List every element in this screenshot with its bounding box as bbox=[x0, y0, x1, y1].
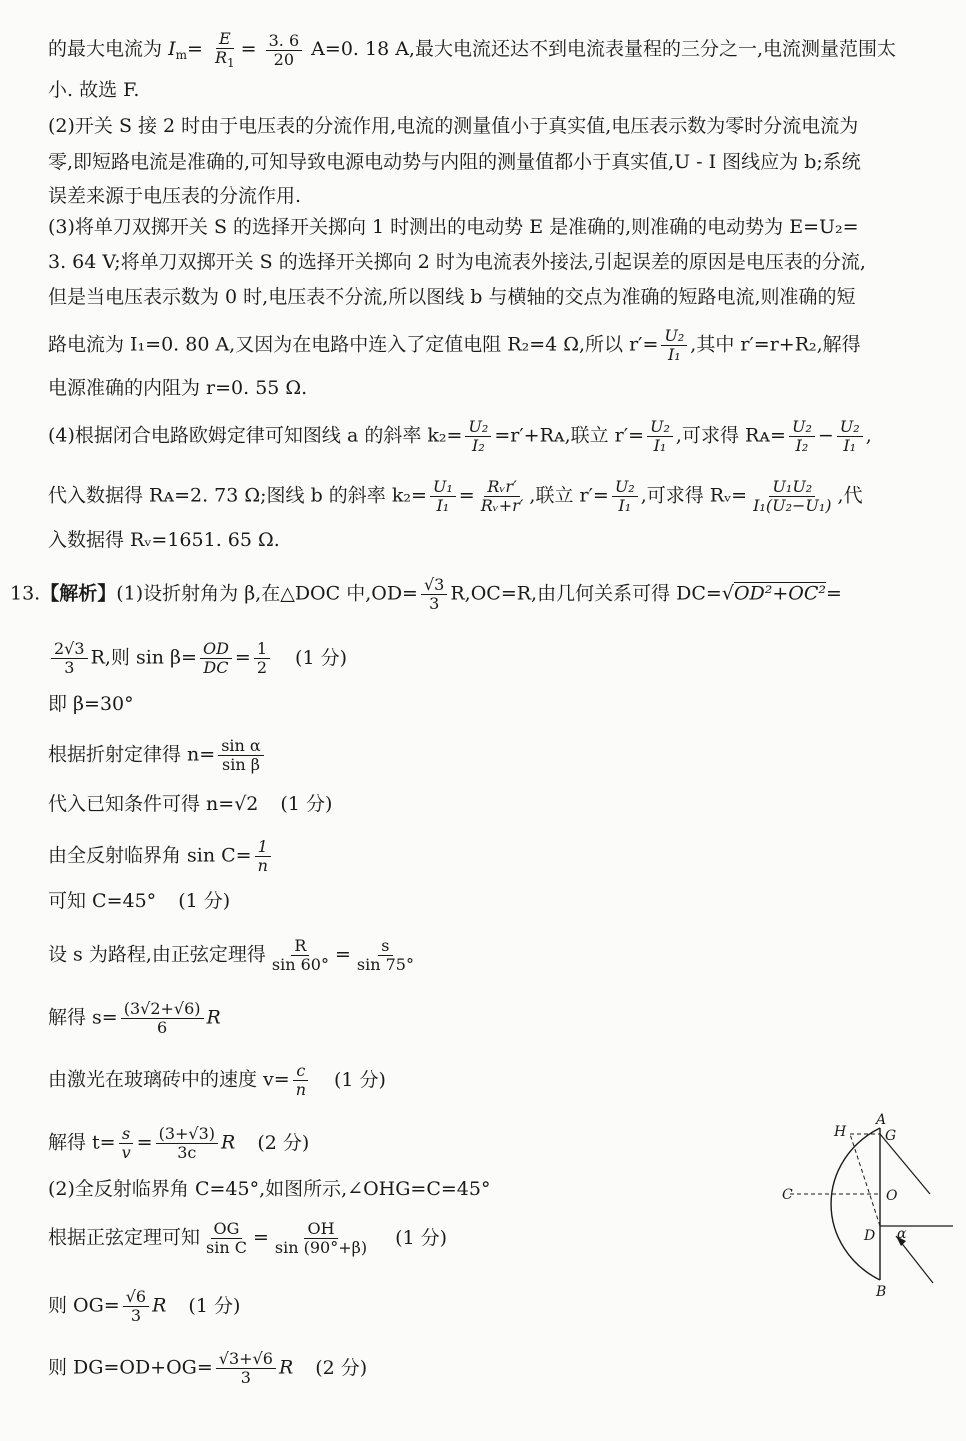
text-line: 的最大电流为 $I_m=$ $\frac{E}{R_1}$ = $\frac{3. 6}{20}$ A=0. 18 A,最大电流还达不到电流表量程的三分之一,电流测量范围太 bbox=[48, 29, 896, 70]
label-o: O bbox=[886, 1188, 898, 1204]
text-line: 但是当电压表示数为 0 时,电压表不分流,所以图线 b 与横轴的交点为准确的短路电流,则准确的短 bbox=[48, 286, 856, 308]
text-line: 由全反射临界角 sin C= $\frac{1}{n}$ bbox=[48, 838, 274, 875]
text-line: 误差来源于电压表的分流作用. bbox=[48, 185, 302, 207]
label-h: H bbox=[834, 1124, 847, 1140]
label-g: G bbox=[885, 1128, 897, 1144]
semicircle-glass-diagram bbox=[782, 1108, 958, 1300]
text-line: 解得 s= $\frac{(3√2+√6)}{6}$ R bbox=[48, 999, 221, 1037]
text-line: 则 DG=OD+OG= $\frac{√3+√6}{3}$ R (2 分) bbox=[48, 1349, 368, 1387]
text-line: 由激光在玻璃砖中的速度 v= $\frac{c}{n}$ (1 分) bbox=[48, 1061, 386, 1099]
text-line: 解得 t= $\frac{s}{v}$ = $\frac{(3+√3)}{3c}$ R (2 分) bbox=[48, 1124, 310, 1162]
score: (1 分) bbox=[395, 1226, 448, 1249]
text-line: 电源准确的内阻为 r=0. 55 Ω. bbox=[48, 377, 308, 399]
question-13-heading: 13.【解析】(1)设折射角为 β,在△DOC 中,OD= $\frac{√3}{3}$ R,OC=R,由几何关系可得 DC=√OD²+OC²= bbox=[10, 575, 842, 613]
label-c: C bbox=[782, 1187, 793, 1203]
score: (1 分) bbox=[280, 793, 333, 815]
text-line: 则 OG= $\frac{√6}{3}$ R (1 分) bbox=[48, 1287, 241, 1325]
text-line: 入数据得 Rᵥ=1651. 65 Ω. bbox=[48, 529, 280, 551]
score: (1 分) bbox=[178, 890, 231, 912]
text-line: (2)开关 S 接 2 时由于电压表的分流作用,电流的测量值小于真实值,电压表示数为零时分流电流为 bbox=[48, 115, 859, 137]
label-alpha: α bbox=[897, 1226, 907, 1242]
fraction: $\frac{E}{R_1}$ bbox=[214, 29, 235, 70]
text-line: 即 β=30° bbox=[48, 693, 134, 715]
text-line: 路电流为 I₁=0. 80 A,又因为在电路中连入了定值电阻 R₂=4 Ω,所以 r′= $\frac{\text{U₂}}{\text{I₁}}$ ,其中 r′=r+R₂,解得 bbox=[48, 326, 861, 364]
text-line: (3)将单刀双掷开关 S 的选择开关掷向 1 时测出的电动势 E 是准确的,则准确的电动势为 E=U₂= bbox=[48, 216, 859, 238]
label-b: B bbox=[876, 1284, 887, 1300]
text-line: $\frac{2√3}{3}$ R,则 sin β= $\frac{OD}{DC}$ = $\frac{1}{2}$ (1 分) bbox=[48, 640, 347, 677]
label-d: D bbox=[864, 1228, 876, 1244]
score: (1 分) bbox=[334, 1068, 386, 1091]
fraction: $\frac{3. 6}{20}$ bbox=[266, 32, 303, 69]
text-line: 零,即短路电流是准确的,可知导致电源电动势与内阻的测量值都小于真实值,U - I 图线应为 b;系统 bbox=[48, 151, 861, 173]
text-line: 可知 C=45° (1 分) bbox=[48, 890, 231, 912]
refracted-ray bbox=[850, 1134, 880, 1226]
label-a: A bbox=[876, 1112, 887, 1128]
text-line: 3. 64 V;将单刀双掷开关 S 的选择开关掷向 2 时为电流表外接法,引起误差的原因是电压表的分流, bbox=[48, 251, 866, 273]
text-line: 根据折射定律得 n= $\frac{\text{sin α}}{\text{sin β}}$ bbox=[48, 737, 267, 774]
score: (1 分) bbox=[188, 1294, 241, 1317]
score: (2 分) bbox=[257, 1131, 310, 1154]
text-line: (4)根据闭合电路欧姆定律可知图线 a 的斜率 k₂= $\frac{\text{U₂}}{\text{I₂}}$ =r′+Rᴀ,联立 r′= $\frac{\text{U₂}}{\text{I₁}}$ ,可求得 Rᴀ= $\frac{\text{U₂}}{\text{I₂}}$ − $\frac{\text{U₂}}{\text{I₁}}$ , bbox=[48, 417, 872, 455]
text-line: (2)全反射临界角 C=45°,如图所示,∠OHG=C=45° bbox=[48, 1178, 491, 1200]
text-line: 小. 故选 F. bbox=[48, 79, 140, 101]
score: (2 分) bbox=[315, 1356, 368, 1379]
text-line: 代入已知条件可得 n=√2 (1 分) bbox=[48, 793, 333, 815]
score: (1 分) bbox=[295, 646, 347, 669]
text-line: 代入数据得 Rᴀ=2. 73 Ω;图线 b 的斜率 k₂= $\frac{\text{U₁}}{\text{I₁}}$ = $\frac{\text{Rᵥr′}}{\text{Rᵥ+r′}}$ ,联立 r′= $\frac{\text{U₂}}{\text{I₁}}$ ,可求得 Rᵥ= $\frac{\text{U₁U₂}}{\text{I₁(U₂−U₁)}}$ ,代 bbox=[48, 477, 863, 515]
text-line: 设 s 为路程,由正弦定理得 $\frac{R}{\sin 60^\circ}$ = $\frac{s}{\sin 75^\circ}$ bbox=[48, 936, 414, 974]
fraction: $\frac{\text{U₂}}{\text{I₁}}$ bbox=[661, 327, 687, 364]
text-line: 根据正弦定理可知 $\frac{OG}{\text{sin C}}$ = $\frac{OH}{\sin (90^\circ+\beta)}$ (1 分) bbox=[48, 1219, 448, 1257]
